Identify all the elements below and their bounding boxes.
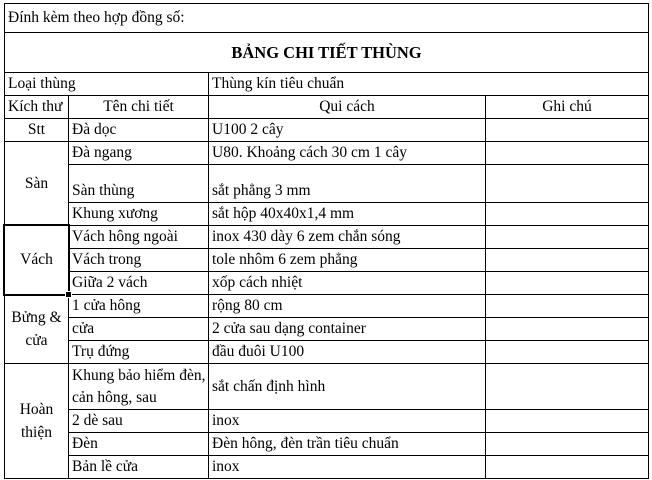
spec-cell[interactable]: U100 2 cây: [212, 121, 284, 138]
spec-cell[interactable]: xốp cách nhiệt: [212, 274, 303, 291]
part-cell[interactable]: Trụ đứng: [72, 343, 130, 360]
attach-label[interactable]: Đính kèm theo hợp đồng số:: [8, 9, 185, 26]
group-bung-cua-line2: cửa: [25, 332, 48, 349]
grid-line: [648, 3, 649, 479]
part-cell[interactable]: Giữa 2 vách: [72, 274, 148, 291]
header-part-name[interactable]: Tên chi tiết: [103, 98, 174, 115]
spec-cell[interactable]: tole nhôm 6 zem phẳng: [212, 251, 358, 268]
part-cell[interactable]: Vách hông ngoài: [72, 228, 178, 245]
part-cell[interactable]: 1 cửa hông: [72, 297, 141, 314]
group-bung-cua[interactable]: [5, 295, 68, 363]
header-note[interactable]: Ghi chú: [542, 98, 592, 115]
group-hoan-thien-line2: thiện: [21, 424, 52, 441]
spec-cell[interactable]: sắt chấn định hình: [212, 377, 326, 395]
spec-cell[interactable]: inox 430 dày 6 zem chắn sóng: [212, 228, 401, 245]
header-spec[interactable]: Qui cách: [319, 98, 375, 115]
spec-cell[interactable]: sắt hộp 40x40x1,4 mm: [212, 205, 355, 222]
group-san[interactable]: Sàn: [24, 174, 49, 192]
spec-cell[interactable]: 2 cửa sau dạng container: [212, 320, 366, 337]
part-cell[interactable]: Bản lề cửa: [72, 458, 139, 475]
spec-cell[interactable]: đầu đuôi U100: [212, 343, 305, 360]
part-cell[interactable]: cửa: [72, 320, 95, 337]
header-size[interactable]: Kích thư: [8, 98, 63, 115]
spec-cell[interactable]: inox: [212, 412, 240, 429]
part-cell[interactable]: Vách trong: [72, 251, 142, 268]
spec-cell[interactable]: rộng 80 cm: [212, 297, 283, 314]
part-cell[interactable]: Sàn thùng: [72, 182, 135, 199]
part-cell[interactable]: Đèn: [72, 435, 98, 452]
group-hoan-thien-line1: Hoàn: [19, 401, 54, 418]
part-cell[interactable]: 2 dè sau: [72, 412, 123, 429]
table-title[interactable]: BẢNG CHI TIẾT THÙNG: [231, 42, 422, 62]
note-column[interactable]: [486, 119, 648, 478]
spec-cell[interactable]: inox: [212, 458, 240, 475]
part-cell[interactable]: Khung bảo hiểm đèn, cản hông, sau: [72, 366, 206, 406]
spec-cell[interactable]: U80. Khoảng cách 30 cm 1 cây: [212, 144, 407, 161]
group-vach[interactable]: Vách: [20, 251, 53, 268]
fill-handle[interactable]: [65, 291, 72, 298]
stt-label[interactable]: Stt: [27, 121, 46, 138]
type-label[interactable]: Loại thùng: [8, 75, 76, 92]
group-hoan-thien[interactable]: [5, 364, 68, 478]
spec-cell[interactable]: sắt phẳng 3 mm: [212, 182, 311, 199]
grid-line: [4, 478, 649, 479]
part-cell[interactable]: Đà dọc: [72, 121, 117, 138]
spec-cell[interactable]: Đèn hông, đèn trần tiêu chuẩn: [212, 435, 399, 452]
part-cell[interactable]: Khung xương: [72, 205, 158, 222]
part-cell[interactable]: Đà ngang: [72, 144, 132, 161]
group-bung-cua-line1: Bửng &: [11, 309, 62, 326]
type-value[interactable]: Thùng kín tiêu chuẩn: [212, 75, 345, 92]
